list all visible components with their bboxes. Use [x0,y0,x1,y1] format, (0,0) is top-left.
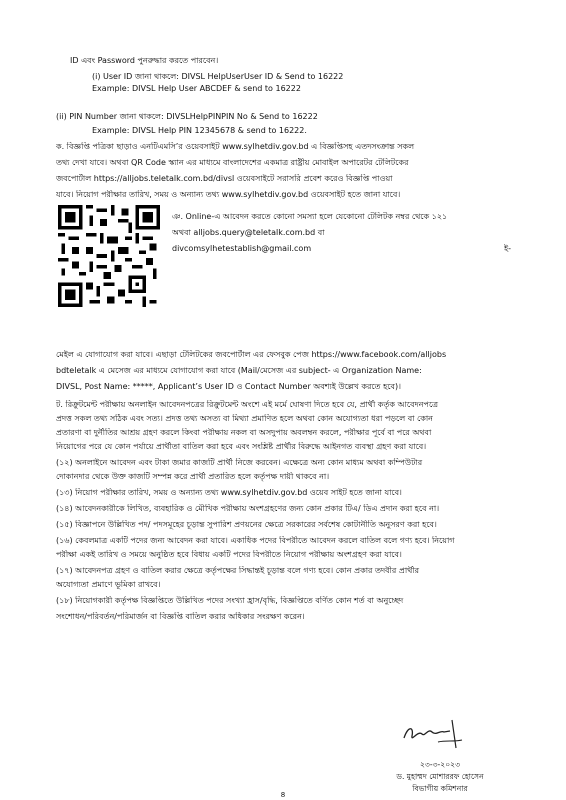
line-26: পরীক্ষা একই তারিখ ও সময়ে অনুষ্ঠিত হবে বিধায় একটি পদের বিপরীতে নিয়োগ পরীক্ষায় অংশগ্রহণ করা যাবে। [56,550,402,559]
line-16: ট. রিক্রুটমেন্ট পরীক্ষায় অনলাইন আবেদনপত্রের রিক্রুটমেন্ট অংশে এই মর্মে ঘোষণা দিতে হবে যে, প্রার্থী কর্তৃক আবেদনপত্রে [56,400,439,409]
signatory-name: ড. মুহাম্মদ মোশাররফ হোসেন [396,772,484,781]
line-9: যাবে। নিয়োগ পরীক্ষার তারিখ, সময় ও অন্যান্য তথ্য www.sylhetdiv.gov.bd ওয়েবসাইট হতে জানা যাবে। [56,190,401,199]
line-17: প্রদত্ত সকল তথ্য সঠিক এবং সত্য। প্রদত্ত তথ্য অসত্য বা মিথ্যা প্রমাণিত হলে অথবা কোন অযোগ্যতা ধরা পড়লে বা কোন [56,414,433,423]
line-14: bdteletalk এ মেসেজ এর মাধ্যমে যোগাযোগ করা যাবে (Mail/মেসেজ এর subject- এ Organization Name: [56,366,422,375]
signatory-title: বিভাগীয় কমিশনার [412,784,468,793]
line-19: নিয়োগের পরে যে কোন পর্যায়ে প্রার্থীতা বাতিল করা হবে এবং সংশ্লিষ্ট প্রার্থীর বিরুদ্ধে আইনগত ব্যবস্থা গ্রহণ করা যাবে। [56,442,427,451]
line-12-tail: ই- [504,244,512,253]
line-20: (১২) অনলাইনে আবেদন এবং টাকা জমার কাজটি প্রার্থী নিজে করবেন। এক্ষেত্রে অন্য কোন মাধ্যম অথবা কম্পিউটার [56,458,423,467]
line-30: সংশোধন/পরিবর্তন/পরিমার্জন বা বিজ্ঞপ্তি বাতিল করার অধিকার সংরক্ষণ করেন। [56,612,305,621]
line-24: (১৫) বিজ্ঞাপনে উল্লিখিত পদ/ পদসমূহের চূড়ান্ত সুপারিশ প্রণয়নের ক্ষেত্রে সরকারের সর্বশেষ কোটানীতি অনুসরণ করা হবে। [56,520,437,529]
line-10: ঞ. Online-এ আবেদন করতে কোনো সমস্যা হলে যেকোনো টেলিটক নম্বর থেকে ১২১ [172,212,448,221]
line-3: Example: DIVSL Help User ABCDEF & send to 16222 [92,84,301,93]
line-27: (১৭) আবেদনপত্র গ্রহণ ও বাতিল করার ক্ষেত্রে কর্তৃপক্ষের সিদ্ধান্তই চূড়ান্ত বলে গণ্য হবে। কোন প্রকার তদবীর প্রার্থীর [56,566,420,575]
line-13: মেইল এ যোগাযোগ করা যাবে। এছাড়া টেলিটকের জবপোর্টাল এর ফেসবুক পেজ https://www.facebook.com/alljobs [56,350,447,359]
line-8: জবপোর্টাল https://alljobs.teletalk.com.bd/divsl ওয়েবসাইটে সরাসরি প্রবেশ করেও বিজ্ঞপ্তি পাওয়া [56,174,393,183]
line-22: (১৩) নিয়োগ পরীক্ষার তারিখ, সময় ও অন্যান্য তথ্য www.sylhetdiv.gov.bd ওয়েব সাইট হতে জানা যাবে। [56,488,402,497]
qr-code-icon[interactable] [58,205,160,307]
line-2: (i) User ID জানা থাকলে: DIVSL HelpUserUser ID & Send to 16222 [92,72,344,81]
line-15: DIVSL, Post Name: *****, Applicant’s User ID ও Contact Number অবশ্যই উল্লেখ করতে হবে)। [56,382,401,391]
signature-date: ২৩-৩-২০২৩ [419,760,461,769]
line-25: (১৬) কেবলমাত্র একটি পদের জন্য আবেদন করা যাবে। একাধিক পদের বিপরীতে আবেদন করলে বাতিল বলে গণ্য হবে। নিয়োগ [56,536,455,545]
line-21: দোকানদার থেকে উক্ত কাজটি সম্পন্ন করে প্রার্থী প্রতারিত হলে কর্তৃপক্ষ দায়ী থাকবে না। [56,472,330,481]
page-number: 8 [280,791,286,799]
line-28: অযোগ্যতা প্রমাণে ভূমিকা রাখবে। [56,580,161,589]
line-18: প্রতারণা বা দুর্নীতির আশ্রয় গ্রহণ করলে কিংবা পরীক্ষায় নকল বা অসদুপায় অবলম্বন করলে, পরীক্ষার পূর্বে বা পরে অথবা [56,428,432,437]
line-29: (১৮) নিয়োগকারী কর্তৃপক্ষ বিজ্ঞপ্তিতে উল্লিখিত পদের সংখ্যা হ্রাস/বৃদ্ধি, বিজ্ঞপ্তিতে বর্ণিত কোন শর্ত বা অনুচ্ছেদ [56,596,404,605]
line-4: (ii) PIN Number জানা থাকলে: DIVSLHelpPINPIN No & Send to 16222 [56,112,318,121]
line-23: (১৪) আবেদনকারীকে লিখিত, ব্যবহারিক ও মৌখিক পরীক্ষায় অংশগ্রহণের জন্য কোন প্রকার টিএ/ ডিএ প্রদান করা হবে না। [56,504,440,513]
line-7: তথ্য দেখা যাবে। অথবা QR Code স্ক্যান এর মাধ্যমে বাংলাদেশের একমাত্র রাষ্ট্রীয় মোবাইল অপারেটর টেলিটকের [56,158,409,167]
line-11: অথবা alljobs.query@teletalk.com.bd বা [172,228,325,237]
line-1: ID এবং Password পুনরুদ্ধার করতে পারবেন। [70,56,219,65]
handwritten-signature [398,718,468,752]
line-5: Example: DIVSL Help PIN 12345678 & send to 16222. [92,126,307,135]
contact-email[interactable]: divcomsylhetestablish@gmail.com [172,244,312,253]
line-6: ক. বিজ্ঞপ্তি পত্রিকা ছাড়াও এনটিএমসি’র ওয়েবসাইট www.sylhetdiv.gov.bd এ বিজ্ঞপ্তিসহ এতদসংক্রান্ত সকল [56,142,415,151]
